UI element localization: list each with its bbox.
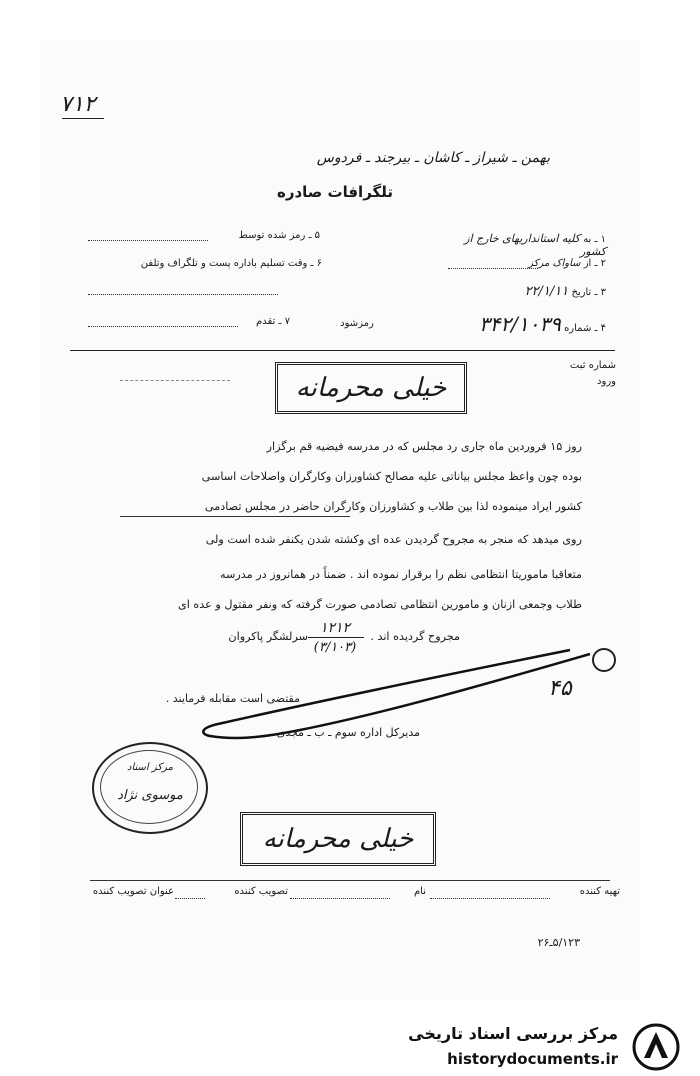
signature-fraction-line xyxy=(308,637,364,638)
side-note: ۴۵ xyxy=(548,676,572,701)
page-title: تلگرافات صادره xyxy=(276,183,393,201)
body-line-5: متعاقبا ماموریتا انتظامی نظم را برقرار نموده اند . ضمناً در همانروز در مدرسه xyxy=(220,568,582,581)
circle-mark xyxy=(592,648,616,672)
field-secrecy: ۷ ـ تقدم xyxy=(256,316,290,327)
form-code: ۵/۱۲۳ـ۲۶ xyxy=(537,936,580,949)
brand-name: مرکز بررسی اسناد تاریخی xyxy=(408,1024,618,1043)
field-date-label: ۳ ـ تاریخ xyxy=(571,287,606,298)
body-line-7: مجروح گردیده اند . xyxy=(370,630,460,643)
body-line-4: روی میدهد که منجر به مجروح گردیدن عده ای وکشته شدن یکنفر شده است ولی xyxy=(205,533,582,546)
footer-separator xyxy=(90,880,610,881)
brand-logo-icon xyxy=(630,1022,686,1072)
faint-scribble xyxy=(120,366,230,381)
underline-emphasis xyxy=(120,516,350,517)
stamp-top: خیلی محرمانه xyxy=(275,362,467,414)
field-date xyxy=(440,284,606,299)
signature-sub: (۳/۱۰۳) xyxy=(313,640,357,655)
field-number-label: ۴ ـ شماره xyxy=(564,323,606,334)
footer-preparer: تهیه کننده xyxy=(579,886,620,897)
cipher-word: رمزشود xyxy=(340,318,374,329)
separator-top xyxy=(70,350,615,351)
field-to-label: ۱ ـ به xyxy=(583,234,606,245)
note-line: مقتضی است مقابله فرمایند . xyxy=(165,692,300,705)
margin-number xyxy=(556,360,616,371)
footer-approver: تصویب کننده xyxy=(234,886,288,897)
field-to xyxy=(440,232,606,258)
round-stamp-line1: مرکز اسناد xyxy=(126,762,173,773)
body-line-3: کشور ایراد مینموده لذا بین طلاب و کشاورزان وکارگران حاضر در مجلس تصادمی xyxy=(204,500,582,513)
field-from-value: ساواک مرکز xyxy=(528,258,581,269)
brand-url: historydocuments.ir xyxy=(447,1050,618,1068)
round-stamp xyxy=(92,742,208,834)
page-number-underline xyxy=(62,118,104,119)
stamp-bottom: خیلی محرمانه xyxy=(240,812,436,866)
footer-approver-title: عنوان تصویب کننده xyxy=(92,886,174,897)
signature-title: سرلشگر پاکروان xyxy=(228,630,308,643)
field-from-label: ۲ ـ از xyxy=(583,258,606,269)
brand-footer xyxy=(0,1016,700,1076)
preparer-line xyxy=(430,898,550,899)
signature-code: ۱۲۱۲ xyxy=(319,620,351,636)
director-line: مدیرکل اداره سوم ـ ب ـ مجدی xyxy=(276,726,420,739)
cipher-line xyxy=(88,240,208,241)
body-line-6: طلاب وجمعی ازنان و مامورین انتظامی تصادمی صورت گرفته که ونفر مقتول و عده ای xyxy=(177,598,582,611)
field-to-value: کلیه استانداریهای خارج از کشور xyxy=(464,232,606,258)
margin-number-label: شماره xyxy=(588,360,616,371)
delivery-line-2 xyxy=(88,294,278,295)
page-number: ۷۱۲ xyxy=(60,92,96,117)
distribution-note: بهمن ـ شیراز ـ کاشان ـ بیرجند ـ فردوس xyxy=(316,150,550,166)
field-from-line xyxy=(448,268,538,269)
margin-sent-label: ثبت xyxy=(569,360,586,371)
body-line-1: روز ۱۵ فروردین ماه جاری رد مجلس که در مدرسه فیضیه قم برگزار xyxy=(266,440,582,453)
round-stamp-line2: موسوی نژاد xyxy=(117,788,183,803)
field-date-value: ۲۲/۱/۱۱ xyxy=(524,284,569,299)
margin-received: ورود xyxy=(597,376,616,387)
secrecy-line xyxy=(88,326,238,327)
field-cipher: ۵ ـ رمز شده توسط xyxy=(238,230,320,241)
field-number-value: ۳۴۲/۱۰۳۹ xyxy=(478,312,561,336)
field-delivery: ۶ ـ وقت تسلیم باداره پست و تلگراف وتلفن xyxy=(140,258,322,269)
name-line xyxy=(290,898,390,899)
approver-line xyxy=(175,898,205,899)
footer-name: نام xyxy=(413,886,426,897)
body-line-2: بوده چون واعظ مجلس بیاناتی علیه مصالح کشاورزان وکارگران واصلاحات اساسی xyxy=(201,470,582,483)
field-number xyxy=(425,312,606,336)
